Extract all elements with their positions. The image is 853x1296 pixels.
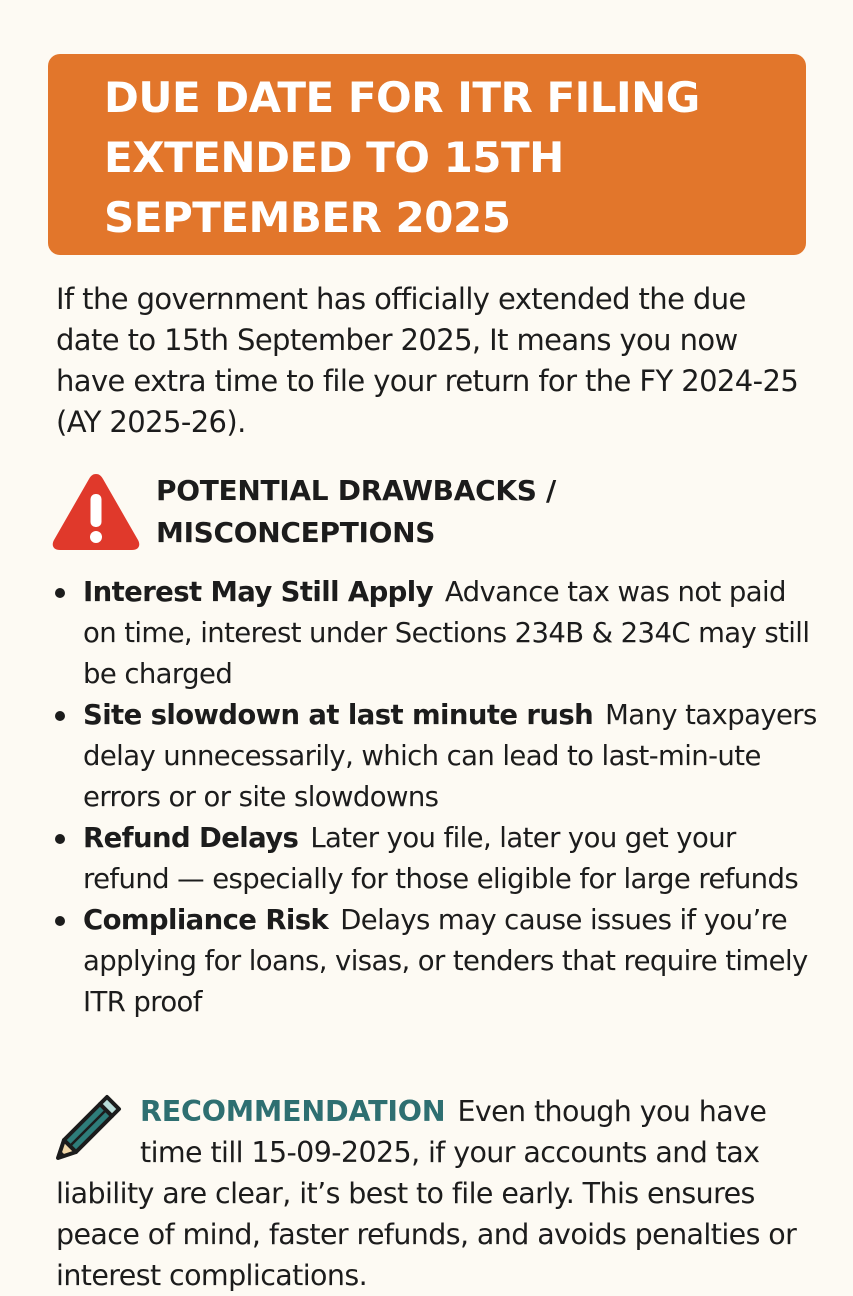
bullet-text: Many taxpayers delay unnecessarily, which can lead to last-min-ute errors or or site slowdowns (83, 699, 817, 813)
title-banner (48, 54, 806, 255)
list-item (52, 695, 822, 818)
bullet-text: Later you file, later you get your refund — especially for those eligible for large refunds (83, 822, 799, 895)
bullet-dot (55, 834, 65, 844)
list-item (52, 818, 822, 900)
bullet-dot (55, 916, 65, 926)
warning-icon (50, 470, 142, 552)
bullet-dot (55, 711, 65, 721)
intro-paragraph: If the government has officially extended the due date to 15th September 2025, It means you now have extra time to file your return for the FY 2024-25 (AY 2025-26). (56, 282, 799, 439)
recommendation-paragraph (56, 1091, 816, 1296)
bullet-text: Advance tax was not paid on time, interest under Sections 234B & 234C may still be charged (83, 576, 810, 690)
list-item (52, 900, 822, 1023)
page-title: DUE DATE FOR ITR FILING EXTENDED TO 15TH SEPTEMBER 2025 (104, 73, 700, 242)
bullet-title: Refund Delays (83, 822, 299, 854)
bullet-text: Delays may cause issues if you’re applying for loans, visas, or tenders that require timely ITR proof (83, 904, 808, 1018)
drawbacks-list (52, 572, 822, 1023)
list-item (52, 572, 822, 695)
recommendation-title: RECOMMENDATION (140, 1095, 446, 1128)
bullet-title: Site slowdown at last minute rush (83, 699, 594, 731)
recommendation-text: Even though you have time till 15-09-2025, if your accounts and tax liability are clear, it’s best to file early. This ensures peace of mind, faster refunds, and avoids penalties or interest complications. (56, 1095, 797, 1292)
drawbacks-heading: POTENTIAL DRAWBACKS / MISCONCEPTIONS (156, 474, 556, 549)
bullet-dot (55, 588, 65, 598)
bullet-title: Compliance Risk (83, 904, 329, 936)
bullet-title: Interest May Still Apply (83, 576, 433, 608)
